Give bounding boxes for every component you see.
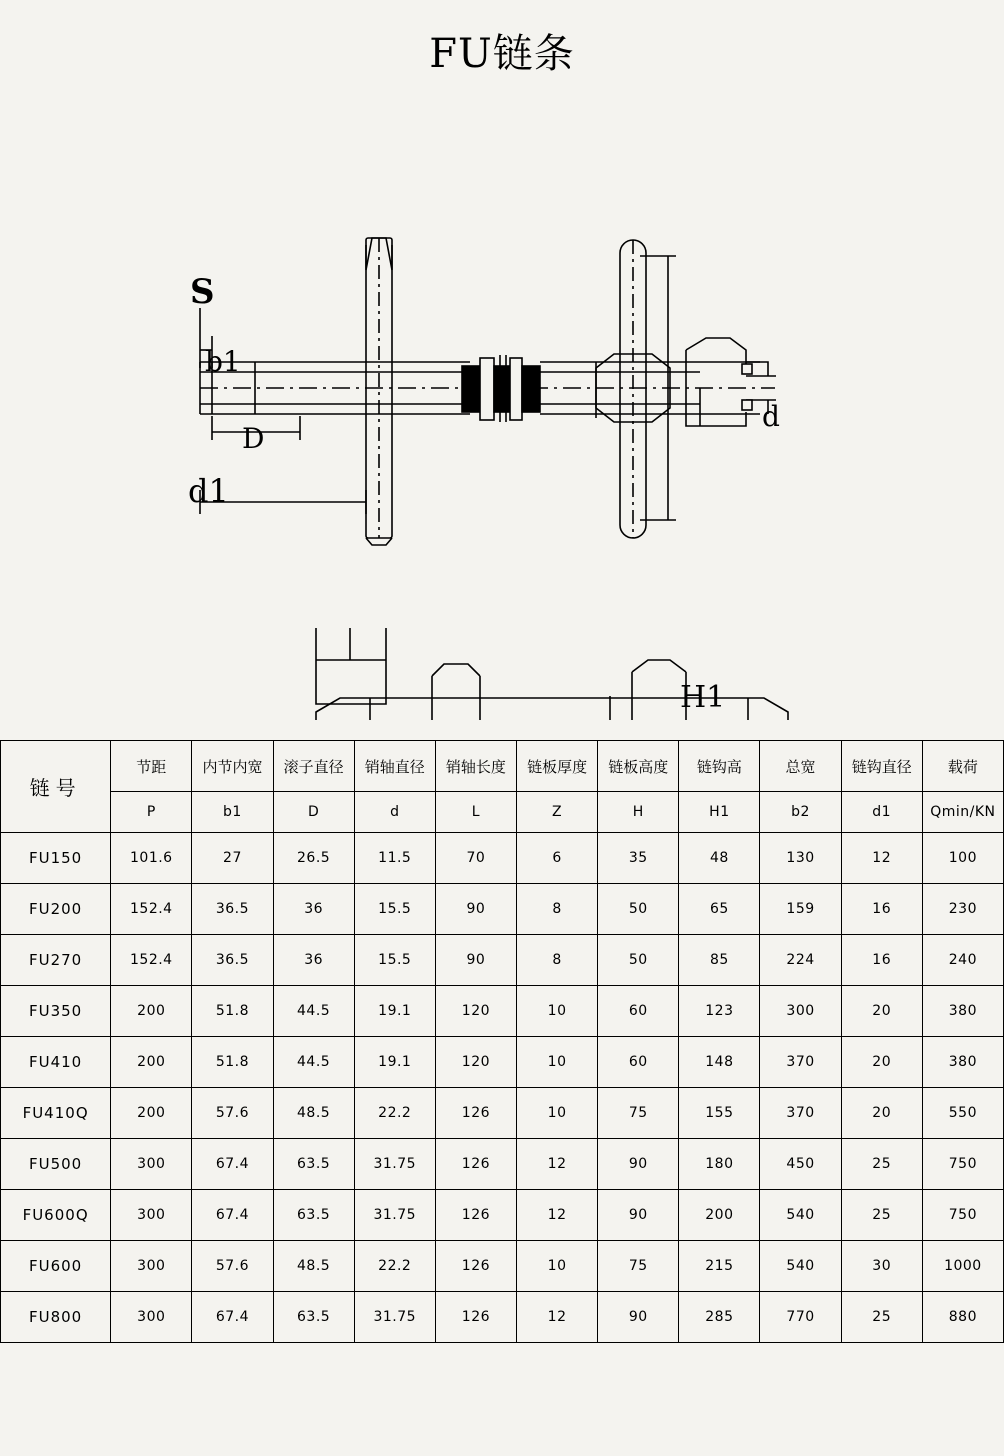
cell-model: FU600 — [1, 1241, 111, 1292]
cell-value: 75 — [598, 1088, 679, 1139]
cell-value: 48 — [679, 833, 760, 884]
cell-value: 148 — [679, 1037, 760, 1088]
table-row — [1, 1241, 1004, 1292]
cell-value: 10 — [517, 986, 598, 1037]
cell-value: 230 — [922, 884, 1003, 935]
cell-value: 36 — [273, 935, 354, 986]
cell-value: 159 — [760, 884, 841, 935]
cell-value: 123 — [679, 986, 760, 1037]
cell-value: 155 — [679, 1088, 760, 1139]
cell-value: 15.5 — [354, 884, 435, 935]
cell-value: 20 — [841, 1037, 922, 1088]
cell-value: 380 — [922, 1037, 1003, 1088]
cell-value: 300 — [111, 1139, 192, 1190]
cell-value: 1000 — [922, 1241, 1003, 1292]
cell-value: 60 — [598, 986, 679, 1037]
cell-value: 300 — [111, 1292, 192, 1343]
symbol-b1: b1 — [192, 792, 273, 833]
cell-value: 48.5 — [273, 1241, 354, 1292]
cell-value: 100 — [922, 833, 1003, 884]
label-b1: b1 — [205, 345, 241, 378]
cell-value: 126 — [435, 1088, 516, 1139]
cell-value: 50 — [598, 884, 679, 935]
cell-value: 540 — [760, 1190, 841, 1241]
cell-value: 16 — [841, 884, 922, 935]
cell-value: 44.5 — [273, 1037, 354, 1088]
cell-value: 370 — [760, 1088, 841, 1139]
header-inner-width: 内节内宽 — [192, 741, 273, 792]
cell-value: 152.4 — [111, 884, 192, 935]
symbol-b2: b2 — [760, 792, 841, 833]
cell-value: 31.75 — [354, 1292, 435, 1343]
header-chain-model: 链号 — [1, 741, 111, 833]
cell-value: 90 — [598, 1139, 679, 1190]
symbol-d1: d1 — [841, 792, 922, 833]
header-plate-thickness: 链板厚度 — [517, 741, 598, 792]
cell-value: 450 — [760, 1139, 841, 1190]
cell-value: 10 — [517, 1088, 598, 1139]
cell-value: 550 — [922, 1088, 1003, 1139]
header-plate-height: 链板高度 — [598, 741, 679, 792]
cell-value: 22.2 — [354, 1241, 435, 1292]
cell-value: 26.5 — [273, 833, 354, 884]
cell-value: 19.1 — [354, 1037, 435, 1088]
cell-value: 120 — [435, 1037, 516, 1088]
label-d-inner: D — [242, 422, 265, 455]
cell-value: 8 — [517, 935, 598, 986]
header-pin-length: 销轴长度 — [435, 741, 516, 792]
cell-value: 36 — [273, 884, 354, 935]
cell-value: 10 — [517, 1037, 598, 1088]
cell-value: 57.6 — [192, 1241, 273, 1292]
cell-value: 10 — [517, 1241, 598, 1292]
cell-model: FU150 — [1, 833, 111, 884]
cell-value: 180 — [679, 1139, 760, 1190]
cell-value: 60 — [598, 1037, 679, 1088]
cell-value: 200 — [111, 1088, 192, 1139]
cell-value: 63.5 — [273, 1292, 354, 1343]
cell-value: 67.4 — [192, 1292, 273, 1343]
cell-value: 240 — [922, 935, 1003, 986]
table-head — [1, 741, 1004, 833]
cell-value: 67.4 — [192, 1139, 273, 1190]
table-header-row-group — [1, 741, 1004, 792]
symbol-qmin: Qmin/KN — [922, 792, 1003, 833]
cell-value: 370 — [760, 1037, 841, 1088]
symbol-z: Z — [517, 792, 598, 833]
label-d: d — [762, 400, 780, 433]
cell-value: 126 — [435, 1190, 516, 1241]
cell-value: 880 — [922, 1292, 1003, 1343]
cell-value: 63.5 — [273, 1190, 354, 1241]
symbol-h1: H1 — [679, 792, 760, 833]
cell-value: 51.8 — [192, 986, 273, 1037]
cell-value: 200 — [111, 986, 192, 1037]
spec-table-container — [0, 740, 1004, 1343]
cell-value: 300 — [760, 986, 841, 1037]
cell-value: 12 — [517, 1139, 598, 1190]
cell-value: 20 — [841, 986, 922, 1037]
cell-value: 12 — [517, 1190, 598, 1241]
cell-value: 285 — [679, 1292, 760, 1343]
table-row — [1, 833, 1004, 884]
cell-value: 101.6 — [111, 833, 192, 884]
table-row — [1, 986, 1004, 1037]
cell-value: 770 — [760, 1292, 841, 1343]
symbol-h: H — [598, 792, 679, 833]
table-row — [1, 1088, 1004, 1139]
header-hook-dia: 链钩直径 — [841, 741, 922, 792]
cell-value: 16 — [841, 935, 922, 986]
cell-value: 8 — [517, 884, 598, 935]
cell-model: FU600Q — [1, 1190, 111, 1241]
cell-value: 90 — [435, 935, 516, 986]
symbol-d-pin: d — [354, 792, 435, 833]
symbol-l: L — [435, 792, 516, 833]
table-symbol-row — [1, 792, 1004, 833]
cell-value: 12 — [841, 833, 922, 884]
cell-model: FU500 — [1, 1139, 111, 1190]
cell-value: 67.4 — [192, 1190, 273, 1241]
cell-value: 90 — [598, 1292, 679, 1343]
cell-value: 90 — [435, 884, 516, 935]
label-s: S — [190, 272, 215, 312]
label-d1: d1 — [188, 472, 229, 510]
table-row — [1, 1139, 1004, 1190]
cell-value: 540 — [760, 1241, 841, 1292]
cell-value: 70 — [435, 833, 516, 884]
cell-value: 19.1 — [354, 986, 435, 1037]
cell-value: 380 — [922, 986, 1003, 1037]
cell-value: 200 — [679, 1190, 760, 1241]
cell-value: 25 — [841, 1139, 922, 1190]
cell-value: 63.5 — [273, 1139, 354, 1190]
header-total-width: 总宽 — [760, 741, 841, 792]
cell-value: 126 — [435, 1292, 516, 1343]
symbol-p: P — [111, 792, 192, 833]
cell-value: 48.5 — [273, 1088, 354, 1139]
header-pin-dia: 销轴直径 — [354, 741, 435, 792]
cell-value: 36.5 — [192, 935, 273, 986]
technical-drawing — [0, 100, 1004, 720]
cell-value: 50 — [598, 935, 679, 986]
cell-value: 300 — [111, 1190, 192, 1241]
table-row — [1, 884, 1004, 935]
cell-value: 22.2 — [354, 1088, 435, 1139]
cell-value: 51.8 — [192, 1037, 273, 1088]
spec-table — [0, 740, 1004, 1343]
cell-value: 31.75 — [354, 1190, 435, 1241]
cell-value: 85 — [679, 935, 760, 986]
table-row — [1, 1037, 1004, 1088]
header-roller-dia: 滚子直径 — [273, 741, 354, 792]
page-title: FU链条 — [429, 31, 575, 77]
table-row — [1, 1292, 1004, 1343]
cell-model: FU270 — [1, 935, 111, 986]
cell-value: 44.5 — [273, 986, 354, 1037]
cell-value: 126 — [435, 1241, 516, 1292]
chain-drawing-svg — [0, 100, 1004, 720]
header-pitch: 节距 — [111, 741, 192, 792]
cell-value: 152.4 — [111, 935, 192, 986]
cell-value: 126 — [435, 1139, 516, 1190]
cell-value: 11.5 — [354, 833, 435, 884]
symbol-d-roller: D — [273, 792, 354, 833]
cell-value: 130 — [760, 833, 841, 884]
cell-value: 25 — [841, 1292, 922, 1343]
cell-value: 31.75 — [354, 1139, 435, 1190]
label-h1: H1 — [680, 680, 726, 715]
cell-value: 120 — [435, 986, 516, 1037]
cell-value: 6 — [517, 833, 598, 884]
cell-model: FU200 — [1, 884, 111, 935]
cell-value: 200 — [111, 1037, 192, 1088]
cell-value: 750 — [922, 1190, 1003, 1241]
table-body — [1, 833, 1004, 1343]
cell-value: 750 — [922, 1139, 1003, 1190]
table-row — [1, 935, 1004, 986]
cell-model: FU410 — [1, 1037, 111, 1088]
cell-value: 90 — [598, 1190, 679, 1241]
cell-value: 36.5 — [192, 884, 273, 935]
cell-value: 12 — [517, 1292, 598, 1343]
cell-model: FU410Q — [1, 1088, 111, 1139]
table-row — [1, 1190, 1004, 1241]
cell-value: 300 — [111, 1241, 192, 1292]
header-load: 载荷 — [922, 741, 1003, 792]
cell-value: 35 — [598, 833, 679, 884]
cell-value: 30 — [841, 1241, 922, 1292]
cell-value: 27 — [192, 833, 273, 884]
cell-model: FU350 — [1, 986, 111, 1037]
cell-value: 15.5 — [354, 935, 435, 986]
header-hook-height: 链钩高 — [679, 741, 760, 792]
cell-value: 224 — [760, 935, 841, 986]
cell-value: 65 — [679, 884, 760, 935]
cell-value: 20 — [841, 1088, 922, 1139]
cell-value: 75 — [598, 1241, 679, 1292]
cell-value: 25 — [841, 1190, 922, 1241]
cell-value: 215 — [679, 1241, 760, 1292]
cell-value: 57.6 — [192, 1088, 273, 1139]
cell-model: FU800 — [1, 1292, 111, 1343]
